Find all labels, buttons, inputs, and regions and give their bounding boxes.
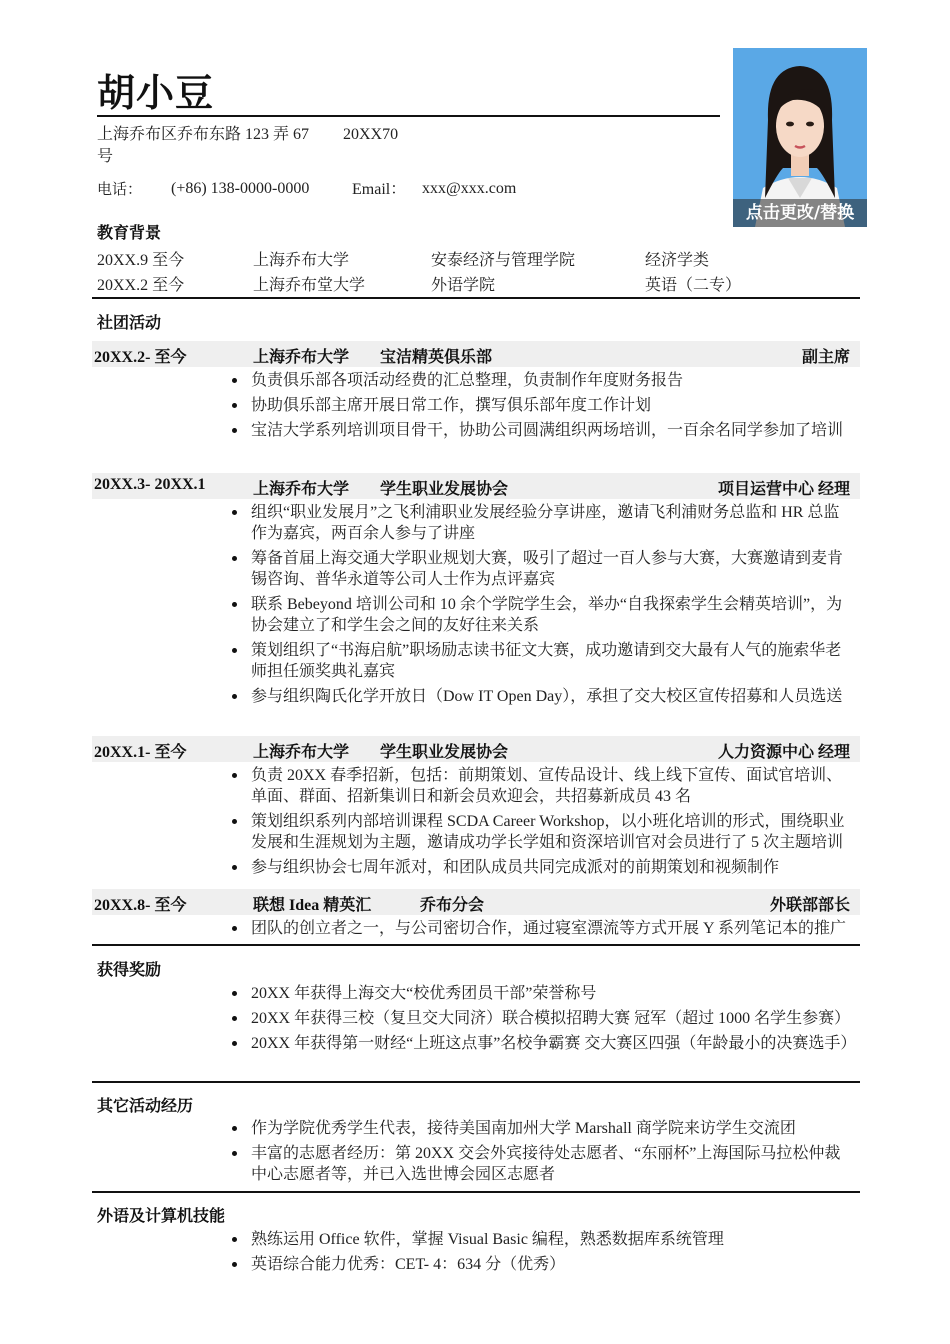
club-school: 联想 Idea 精英汇 [253,897,372,914]
list-item: 20XX 年获得三校（复旦交大同济）联合模拟招聘大赛 冠军（超过 1000 名学生参赛） [228,1008,853,1029]
club-date: 20XX.3- 20XX.1 [94,476,206,493]
list-item: 熟练运用 Office 软件，掌握 Visual Basic 编程，熟悉数据库系统管理 [228,1229,853,1250]
list-item: 20XX 年获得第一财经“上班这点事”名校争霸赛 交大赛区四强（年龄最小的决赛选手） [228,1033,853,1054]
list-item: 负责俱乐部各项活动经费的汇总整理，负责制作年度财务报告 [228,370,853,391]
club-org: 学生职业发展协会 [380,744,509,761]
list-item: 团队的创立者之一，与公司密切合作，通过寝室漂流等方式开展 Y 系列笔记本的推广 [228,918,853,939]
list-item: 参与组织协会七周年派对，和团队成员共同完成派对的前期策划和视频制作 [228,857,853,878]
section-divider [92,944,860,946]
section-divider [92,1191,860,1193]
club-org: 乔布分会 [420,897,485,914]
edu-school: 上海乔布大学 [253,252,350,269]
education-row [97,247,857,271]
club-bullets [228,765,853,882]
postal-code: 20XX70 [343,126,399,143]
club-school: 上海乔布大学 [253,349,350,366]
edu-major: 英语（二专） [645,277,742,294]
list-item: 宝洁大学系列培训项目骨干，协助公司圆满组织两场培训，一百余名同学参加了培训 [228,420,853,441]
club-role: 项目运营中心 经理 [717,481,850,498]
list-item: 策划组织了“书海启航”职场励志读书征文大赛，成功邀请到交大最有人气的施索华老师担任颁奖典礼嘉宾 [228,640,853,682]
club-entry-header [92,889,860,915]
education-row [97,272,857,296]
skills-bullets [228,1229,853,1279]
email-label: Email： [352,181,407,198]
edu-college: 外语学院 [431,277,496,294]
list-item: 筹备首届上海交通大学职业规划大赛，吸引了超过一百人参与大赛，大赛邀请到麦肯锡咨询、普华永道等公司人士作为点评嘉宾 [228,548,853,590]
email: xxx@xxx.com [422,180,517,197]
edu-school: 上海乔布堂大学 [253,277,366,294]
profile-photo[interactable] [733,48,867,227]
list-item: 丰富的志愿者经历：第 20XX 交会外宾接待处志愿者、“东丽杯”上海国际马拉松仲裁中心志愿者等，并已入选世博会园区志愿者 [228,1143,853,1185]
header-divider [97,115,720,117]
club-role: 副主席 [801,349,850,366]
list-item: 作为学院优秀学生代表，接待美国南加州大学 Marshall 商学院来访学生交流团 [228,1118,853,1139]
club-school: 上海乔布大学 [253,744,350,761]
club-org: 学生职业发展协会 [380,481,509,498]
edu-college: 安泰经济与管理学院 [431,252,576,269]
list-item: 负责 20XX 春季招新，包括：前期策划、宣传品设计、线上线下宣传、面试官培训、单面、群面、招新集训日和新会员欢迎会，共招募新成员 43 名 [228,765,853,807]
awards-title: 获得奖励 [97,960,162,979]
list-item: 协助俱乐部主席开展日常工作，撰写俱乐部年度工作计划 [228,395,853,416]
club-entry-header [92,736,860,762]
club-bullets [228,502,853,711]
club-org: 宝洁精英俱乐部 [380,349,493,366]
other-bullets [228,1118,853,1189]
section-divider [92,1081,860,1083]
club-role: 人力资源中心 经理 [717,744,850,761]
list-item: 组织“职业发展月”之飞利浦职业发展经验分享讲座，邀请飞利浦财务总监和 HR 总监作为嘉宾，两百余人参与了讲座 [228,502,853,544]
address: 上海乔布区乔布东路 123 弄 67 号 [97,126,310,165]
clubs-title: 社团活动 [97,313,162,332]
phone-label: 电话： [97,180,143,198]
edu-date: 20XX.2 至今 [97,277,185,294]
list-item: 参与组织陶氏化学开放日（Dow IT Open Day），承担了交大校区宣传招募和人员选送 [228,686,853,707]
club-bullets [228,918,853,943]
list-item: 英语综合能力优秀：CET- 4：634 分（优秀） [228,1254,853,1275]
club-entry-header [92,341,860,367]
edu-date: 20XX.9 至今 [97,252,185,269]
edu-major: 经济学类 [645,252,710,269]
club-bullets [228,370,853,445]
change-photo-caption[interactable]: 点击更改/替换 [733,199,867,227]
phone: (+86) 138-0000-0000 [171,180,310,197]
skills-title: 外语及计算机技能 [97,1206,226,1225]
section-divider [92,297,860,299]
other-title: 其它活动经历 [97,1096,194,1115]
club-school: 上海乔布大学 [253,481,350,498]
list-item: 联系 Bebeyond 培训公司和 10 余个学院学生会，举办“自我探索学生会精英培训”，为协会建立了和学生会之间的友好往来关系 [228,594,853,636]
club-date: 20XX.2- 至今 [94,349,187,366]
awards-bullets [228,983,857,1058]
education-title: 教育背景 [97,223,162,242]
list-item: 策划组织系列内部培训课程 SCDA Career Workshop，以小班化培训的形式，围绕职业发展和生涯规划为主题，邀请成功学长学姐和资深培训官对会员进行了 5 次主题培训 [228,811,853,853]
club-entry-header [92,473,860,499]
club-role: 外联部部长 [769,897,850,914]
candidate-name: 胡小豆 [97,71,215,115]
club-date: 20XX.8- 至今 [94,897,187,914]
list-item: 20XX 年获得上海交大“校优秀团员干部”荣誉称号 [228,983,853,1004]
club-date: 20XX.1- 至今 [94,744,187,761]
